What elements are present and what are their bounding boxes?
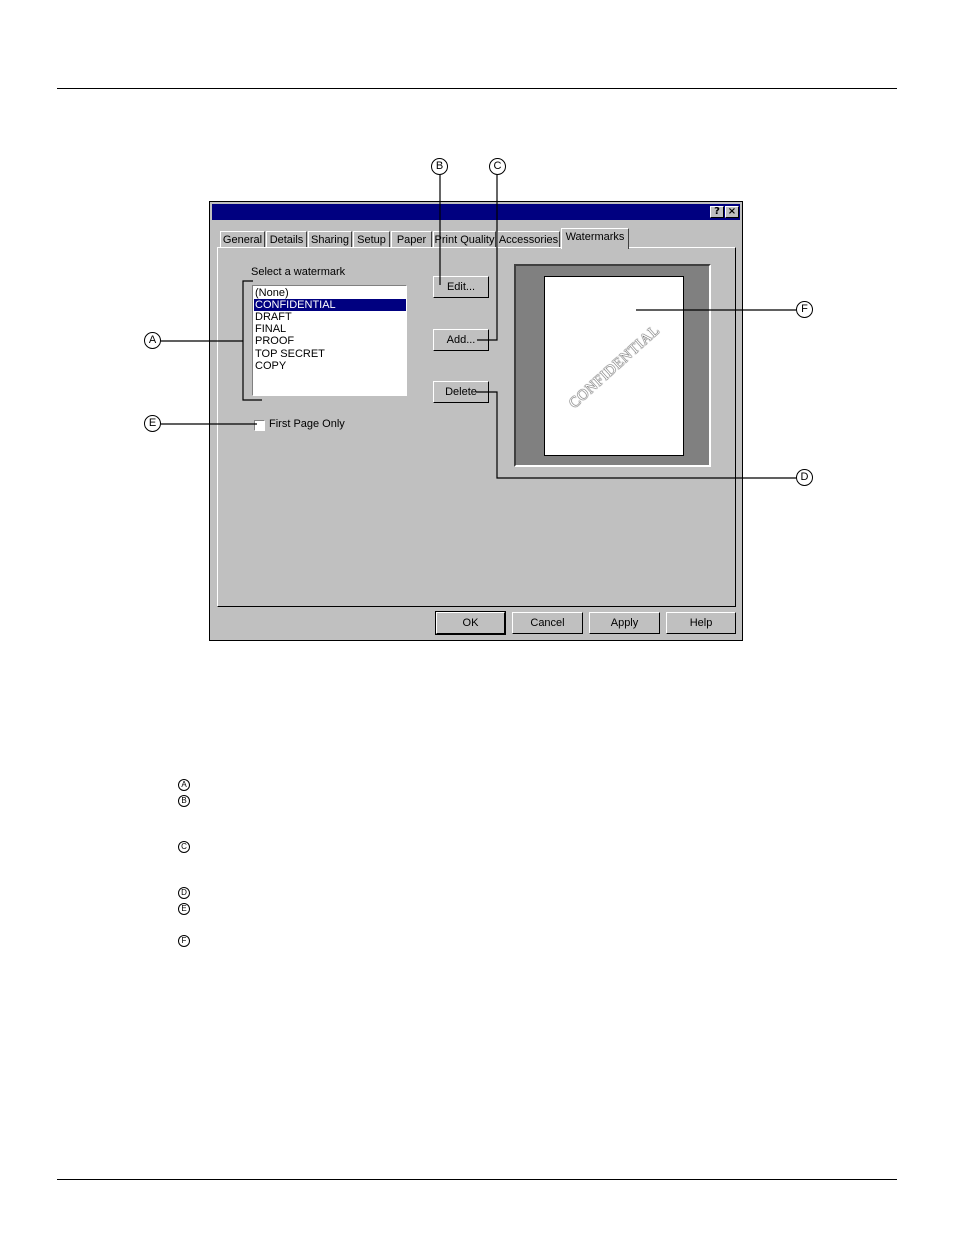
cancel-button[interactable]: Cancel: [512, 612, 583, 634]
list-item[interactable]: COPY: [255, 360, 287, 372]
close-title-button[interactable]: ×: [725, 206, 739, 218]
legend-marker-c: C: [178, 841, 190, 853]
first-page-only-label[interactable]: First Page Only: [269, 418, 345, 430]
bottom-rule: [57, 1179, 897, 1180]
help-title-button[interactable]: ?: [710, 206, 724, 218]
preview-watermark-text: CONFIDENTIAL: [566, 322, 664, 412]
callout-d: D: [796, 469, 813, 486]
help-button[interactable]: Help: [666, 612, 736, 634]
select-watermark-label: Select a watermark: [251, 266, 346, 278]
watermark-preview: [514, 264, 711, 467]
tab-details[interactable]: Details: [266, 231, 307, 248]
callout-f: F: [796, 301, 813, 318]
tab-setup[interactable]: Setup: [353, 231, 390, 248]
legend-marker-b: B: [178, 795, 190, 807]
callout-c: C: [489, 158, 506, 175]
add-button[interactable]: Add...: [433, 329, 489, 351]
tab-print-quality[interactable]: Print Quality: [433, 231, 496, 248]
tab-sharing[interactable]: Sharing: [308, 231, 352, 248]
apply-button[interactable]: Apply: [589, 612, 660, 634]
first-page-only-checkbox[interactable]: [254, 420, 265, 431]
legend-marker-f: F: [178, 935, 190, 947]
list-item[interactable]: TOP SECRET: [255, 348, 325, 360]
list-item[interactable]: PROOF: [255, 335, 295, 347]
tab-accessories[interactable]: Accessories: [497, 231, 560, 248]
legend-marker-d: D: [178, 887, 190, 899]
list-item[interactable]: FINAL: [255, 323, 287, 335]
watermark-listbox[interactable]: [252, 285, 407, 396]
list-item[interactable]: (None): [255, 287, 289, 299]
ok-button[interactable]: OK: [436, 612, 505, 634]
legend-marker-a: A: [178, 779, 190, 791]
title-bar: [212, 204, 740, 220]
callout-a: A: [144, 332, 161, 349]
callout-b: B: [431, 158, 448, 175]
list-item[interactable]: DRAFT: [255, 311, 292, 323]
tab-general[interactable]: General: [220, 231, 265, 248]
tab-watermarks[interactable]: Watermarks: [561, 228, 629, 249]
legend-marker-e: E: [178, 903, 190, 915]
top-rule: [57, 88, 897, 89]
delete-button[interactable]: Delete: [433, 381, 489, 403]
tab-paper[interactable]: Paper: [391, 231, 432, 248]
list-item-selected[interactable]: CONFIDENTIAL: [254, 299, 406, 311]
edit-button[interactable]: Edit...: [433, 276, 489, 298]
preview-page: [544, 276, 684, 456]
printer-properties-dialog: [209, 201, 743, 641]
callout-e: E: [144, 415, 161, 432]
